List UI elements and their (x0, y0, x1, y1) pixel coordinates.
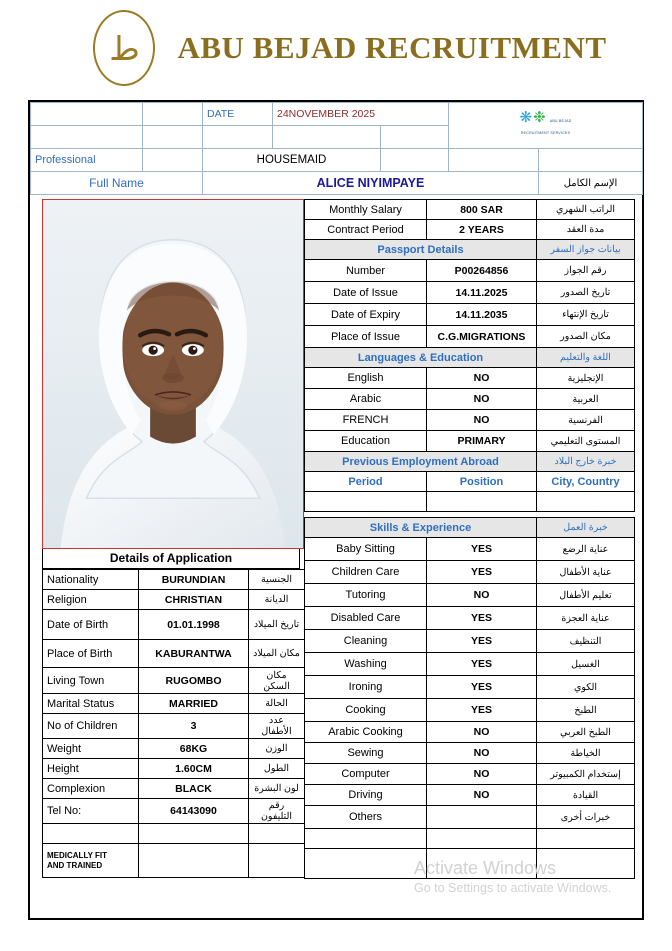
skill-arabic-cooking: الطبخ (537, 699, 635, 722)
table-row (305, 389, 635, 410)
table-row (305, 561, 635, 584)
language-value-french: NO (427, 410, 537, 431)
skill-arabic-arabic-cooking: الطبخ العربي (537, 722, 635, 743)
skill-value-washing: YES (427, 653, 537, 676)
detail-arabic-living-town: مكان السكن (249, 668, 305, 694)
table-row (43, 694, 305, 714)
date-label: DATE (203, 103, 273, 126)
detail-arabic-complexion: لون البشرة (249, 779, 305, 799)
column-city-country: City, Country (537, 472, 635, 492)
language-arabic-arabic: العربية (537, 389, 635, 410)
table-row (305, 220, 635, 240)
mini-logo-subtitle: ABU BEJAD RECRUITMENT SERVICES (520, 118, 572, 135)
passport-section-title-arabic: بيانات جواز السفر (537, 240, 635, 260)
table-row (305, 431, 635, 452)
language-value-english: NO (427, 368, 537, 389)
table-row (305, 200, 635, 220)
detail-arabic-dob: تاريخ الميلاد (249, 610, 305, 640)
company-logo (85, 9, 163, 87)
skill-value-tutoring: NO (427, 584, 537, 607)
table-row (305, 806, 635, 829)
detail-label-children: No of Children (43, 714, 139, 739)
skill-value-sewing: NO (427, 743, 537, 764)
skill-label-ironing: Ironing (305, 676, 427, 699)
skill-arabic-cleaning: التنظيف (537, 630, 635, 653)
table-row (305, 743, 635, 764)
detail-value-tel: 64143090 (139, 799, 249, 824)
fullname-arabic-label: الإسم الكامل (539, 172, 643, 195)
previous-employment-title: Previous Employment Abroad (305, 452, 537, 472)
detail-arabic-children: عدد الأطفال (249, 714, 305, 739)
medical-note-line2: AND TRAINED (47, 860, 103, 870)
passport-value-expiry: 14.11.2035 (427, 304, 537, 326)
skill-label-children-care: Children Care (305, 561, 427, 584)
skill-label-driving: Driving (305, 785, 427, 806)
education-value: PRIMARY (427, 431, 537, 452)
mini-logo-glyph-icon: ❋❉ (519, 107, 547, 126)
skill-label-cleaning: Cleaning (305, 630, 427, 653)
table-row (305, 764, 635, 785)
language-value-arabic: NO (427, 389, 537, 410)
blank-cell-2 (143, 103, 203, 126)
skill-value-arabic-cooking: NO (427, 722, 537, 743)
blank-cell-8 (143, 149, 203, 172)
detail-value-pob: KABURANTWA (139, 640, 249, 668)
table-row (43, 590, 305, 610)
applicant-photo (42, 199, 304, 549)
medical-note (43, 844, 139, 878)
blank-cell-4 (143, 126, 203, 149)
language-label-french: FRENCH (305, 410, 427, 431)
details-table (42, 569, 305, 878)
professional-value: HOUSEMAID (203, 149, 381, 172)
detail-blank-label (43, 824, 139, 844)
table-row (305, 538, 635, 561)
medical-blank-value (139, 844, 249, 878)
monthly-salary-label: Monthly Salary (305, 200, 427, 220)
detail-arabic-tel: رقم التليفون (249, 799, 305, 824)
detail-arabic-marital-status: الحالة (249, 694, 305, 714)
blank-cell-6 (273, 126, 381, 149)
language-arabic-french: الفرنسية (537, 410, 635, 431)
table-row (305, 630, 635, 653)
skills-section-header (305, 518, 635, 538)
detail-label-religion: Religion (43, 590, 139, 610)
detail-value-nationality: BURUNDIAN (139, 570, 249, 590)
detail-arabic-weight: الوزن (249, 739, 305, 759)
skill-value-disabled-care: YES (427, 607, 537, 630)
detail-value-complexion: BLACK (139, 779, 249, 799)
blank-cell-10 (449, 149, 539, 172)
table-row (43, 799, 305, 824)
detail-label-tel: Tel No: (43, 799, 139, 824)
detail-blank-arabic (249, 824, 305, 844)
table-row (305, 282, 635, 304)
column-position: Position (427, 472, 537, 492)
table-row (305, 785, 635, 806)
skill-arabic-others: خبرات أخرى (537, 806, 635, 829)
skill-blank-arabic-2 (537, 849, 635, 879)
language-label-english: English (305, 368, 427, 389)
detail-label-weight: Weight (43, 739, 139, 759)
table-row (43, 610, 305, 640)
contract-period-value: 2 YEARS (427, 220, 537, 240)
table-row (305, 722, 635, 743)
detail-label-dob: Date of Birth (43, 610, 139, 640)
previous-employment-period (305, 492, 427, 512)
detail-arabic-pob: مكان الميلاد (249, 640, 305, 668)
skills-section-title: Skills & Experience (305, 518, 537, 538)
previous-employment-title-arabic: خبرة خارج البلاد (537, 452, 635, 472)
passport-section-title: Passport Details (305, 240, 537, 260)
skill-value-baby-sitting: YES (427, 538, 537, 561)
table-row (43, 824, 305, 844)
detail-value-living-town: RUGOMBO (139, 668, 249, 694)
skill-label-baby-sitting: Baby Sitting (305, 538, 427, 561)
skill-arabic-disabled-care: عناية العجزة (537, 607, 635, 630)
skills-section-title-arabic: خبرة العمل (537, 518, 635, 538)
photo-illustration (43, 200, 303, 548)
passport-arabic-issue: تاريخ الصدور (537, 282, 635, 304)
skill-label-others: Others (305, 806, 427, 829)
detail-value-children: 3 (139, 714, 249, 739)
skill-blank-value (427, 829, 537, 849)
blank-cell-9 (381, 149, 449, 172)
detail-arabic-nationality: الجنسية (249, 570, 305, 590)
skill-value-ironing: YES (427, 676, 537, 699)
skills-table (304, 517, 635, 879)
detail-label-complexion: Complexion (43, 779, 139, 799)
passport-label-issue: Date of Issue (305, 282, 427, 304)
languages-section-header (305, 348, 635, 368)
table-row (305, 304, 635, 326)
skill-arabic-washing: الغسيل (537, 653, 635, 676)
medical-note-line1: MEDICALLY FIT (47, 850, 108, 860)
table-row (305, 653, 635, 676)
company-name: ABU BEJAD RECRUITMENT (177, 30, 607, 65)
passport-arabic-place: مكان الصدور (537, 326, 635, 348)
skill-value-driving: NO (427, 785, 537, 806)
medical-row (43, 844, 305, 878)
detail-label-nationality: Nationality (43, 570, 139, 590)
fullname-row (31, 172, 643, 195)
table-row (43, 739, 305, 759)
passport-label-place: Place of Issue (305, 326, 427, 348)
detail-blank-value (139, 824, 249, 844)
table-row (305, 368, 635, 389)
skill-blank-value-2 (427, 849, 537, 879)
detail-value-dob: 01.01.1998 (139, 610, 249, 640)
right-column (300, 195, 634, 879)
date-value: 24NOVEMBER 2025 (273, 103, 449, 126)
passport-arabic-number: رقم الجواز (537, 260, 635, 282)
watermark-title: Activate Windows (414, 858, 557, 878)
languages-section-title: Languages & Education (305, 348, 537, 368)
skill-arabic-sewing: الخياطة (537, 743, 635, 764)
fullname-value: ALICE NIYIMPAYE (203, 172, 539, 195)
passport-label-number: Number (305, 260, 427, 282)
skill-label-computer: Computer (305, 764, 427, 785)
table-row (305, 260, 635, 282)
skill-value-children-care: YES (427, 561, 537, 584)
skill-label-tutoring: Tutoring (305, 584, 427, 607)
fullname-label: Full Name (31, 172, 203, 195)
table-row (305, 676, 635, 699)
left-column (32, 195, 300, 879)
passport-label-expiry: Date of Expiry (305, 304, 427, 326)
skill-label-washing: Washing (305, 653, 427, 676)
table-row (305, 607, 635, 630)
professional-label: Professional (31, 149, 143, 172)
skill-label-sewing: Sewing (305, 743, 427, 764)
detail-value-religion: CHRISTIAN (139, 590, 249, 610)
document-frame (28, 100, 644, 920)
language-arabic-english: الإنجليزية (537, 368, 635, 389)
table-row (305, 699, 635, 722)
top-info-table (30, 102, 643, 195)
skill-blank-label (305, 829, 427, 849)
detail-arabic-height: الطول (249, 759, 305, 779)
passport-section-header (305, 240, 635, 260)
detail-arabic-religion: الديانة (249, 590, 305, 610)
education-arabic: المستوى التعليمي (537, 431, 635, 452)
skill-arabic-baby-sitting: عناية الرضع (537, 538, 635, 561)
skill-arabic-driving: القيادة (537, 785, 635, 806)
skill-value-computer: NO (427, 764, 537, 785)
table-row (43, 779, 305, 799)
table-row (31, 103, 643, 126)
document-body (30, 195, 642, 879)
skill-blank-arabic (537, 829, 635, 849)
skill-arabic-ironing: الكوي (537, 676, 635, 699)
arabic-calligraphy-icon: ط (93, 10, 155, 86)
language-label-arabic: Arabic (305, 389, 427, 410)
table-row (43, 640, 305, 668)
languages-section-title-arabic: اللغة والتعليم (537, 348, 635, 368)
skill-label-disabled-care: Disabled Care (305, 607, 427, 630)
passport-value-issue: 14.11.2025 (427, 282, 537, 304)
blank-cell-5 (203, 126, 273, 149)
detail-value-weight: 68KG (139, 739, 249, 759)
detail-label-living-town: Living Town (43, 668, 139, 694)
detail-label-pob: Place of Birth (43, 640, 139, 668)
passport-arabic-expiry: تاريخ الإنتهاء (537, 304, 635, 326)
table-row (305, 829, 635, 849)
table-row (305, 849, 635, 879)
blank-cell (31, 103, 143, 126)
skill-value-cleaning: YES (427, 630, 537, 653)
passport-value-place: C.G.MIGRATIONS (427, 326, 537, 348)
previous-employment-columns (305, 472, 635, 492)
table-row (43, 714, 305, 739)
skill-value-others (427, 806, 537, 829)
skill-arabic-tutoring: تعليم الأطفال (537, 584, 635, 607)
contract-period-label: Contract Period (305, 220, 427, 240)
education-label: Education (305, 431, 427, 452)
monthly-salary-arabic: الراتب الشهري (537, 200, 635, 220)
skill-value-cooking: YES (427, 699, 537, 722)
monthly-salary-value: 800 SAR (427, 200, 537, 220)
skill-blank-label-2 (305, 849, 427, 879)
skill-arabic-children-care: عناية الأطفال (537, 561, 635, 584)
professional-row (31, 149, 643, 172)
blank-cell-7 (381, 126, 449, 149)
agency-mini-logo (449, 103, 643, 149)
table-row (305, 584, 635, 607)
previous-employment-city-country (537, 492, 635, 512)
skill-label-cooking: Cooking (305, 699, 427, 722)
salary-table (304, 199, 635, 512)
blank-cell-3 (31, 126, 143, 149)
previous-employment-position (427, 492, 537, 512)
detail-value-marital-status: MARRIED (139, 694, 249, 714)
detail-label-marital-status: Marital Status (43, 694, 139, 714)
skill-label-arabic-cooking: Arabic Cooking (305, 722, 427, 743)
medical-blank-arabic (249, 844, 305, 878)
table-row (43, 570, 305, 590)
table-row (305, 410, 635, 431)
previous-employment-row (305, 492, 635, 512)
previous-employment-header (305, 452, 635, 472)
table-row (305, 326, 635, 348)
blank-cell-11 (539, 149, 643, 172)
detail-value-height: 1.60CM (139, 759, 249, 779)
watermark-subtitle: Go to Settings to activate Windows. (414, 881, 612, 895)
detail-label-height: Height (43, 759, 139, 779)
contract-period-arabic: مدة العقد (537, 220, 635, 240)
skill-arabic-computer: إستخدام الكمبيوتر (537, 764, 635, 785)
table-row (43, 668, 305, 694)
details-title: Details of Application (42, 549, 300, 569)
table-row (43, 759, 305, 779)
column-period: Period (305, 472, 427, 492)
passport-value-number: P00264856 (427, 260, 537, 282)
document-header (0, 0, 672, 96)
